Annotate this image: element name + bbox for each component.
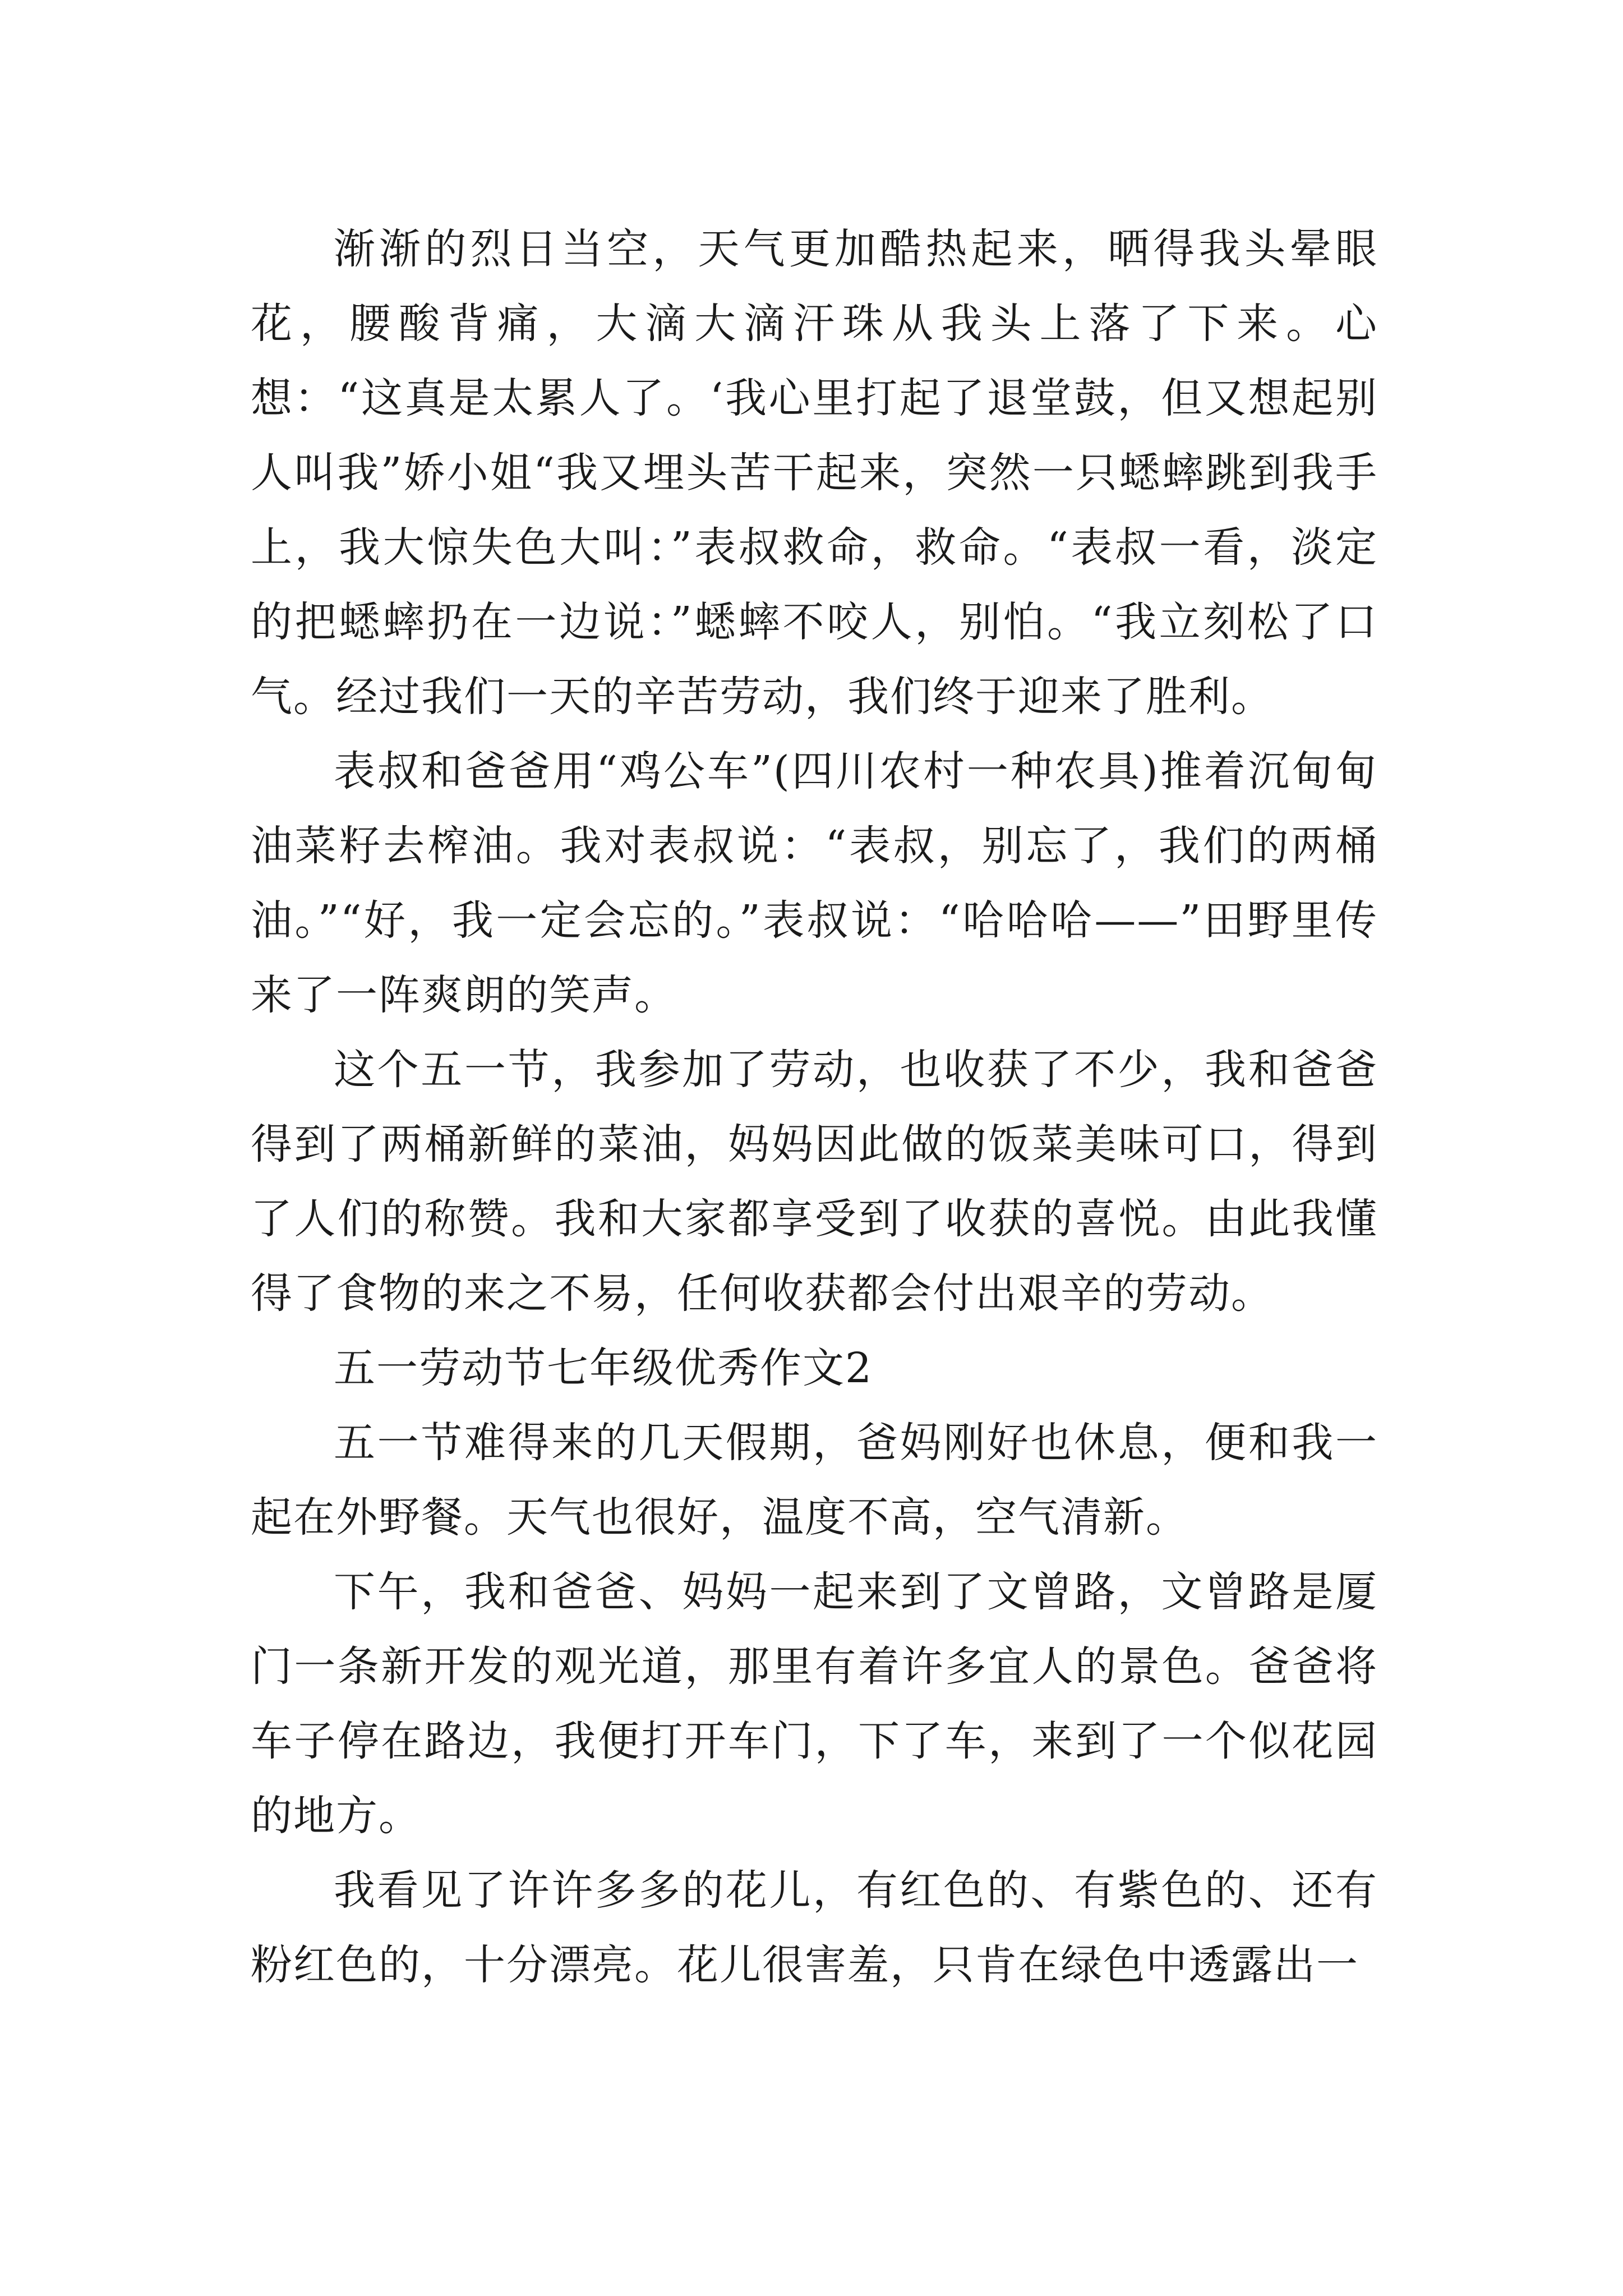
paragraph-holiday-picnic: 五一节难得来的几天假期，爸妈刚好也休息，便和我一起在外野餐。天气也很好，温度不高，空气清新。 [251, 1419, 1378, 1542]
paragraph-reflection: 这个五一节，我参加了劳动，也收获了不少，我和爸爸得到了两桶新鲜的菜油，妈妈因此做的饭菜美味可口，得到了人们的称赞。我和大家都享受到了收获的喜悦。由此我懂得了食物的来之不易，任何收获都会付出艰辛的劳动。 [251, 1046, 1378, 1318]
essay-title-2: 五一劳动节七年级优秀作文2 [334, 1344, 873, 1392]
paragraph-flowers: 我看见了许许多多的花儿，有红色的、有紫色的、还有粉红色的，十分漂亮。花儿很害羞，只肯在绿色中透露出一 [251, 1866, 1378, 1989]
essay-body [251, 212, 1378, 2003]
paragraph-oil-pressing: 表叔和爸爸用“鸡公车”(四川农村一种农具)推着沉甸甸油菜籽去榨油。我对表叔说：“表叔，别忘了，我们的两桶油。”“好，我一定会忘的。”表叔说：“哈哈哈——”田野里传来了一阵爽朗的笑声。 [251, 747, 1378, 1019]
paragraph-heat-and-cricket: 渐渐的烈日当空，天气更加酷热起来，晒得我头晕眼花，腰酸背痛，大滴大滴汗珠从我头上落了下来。心想：“这真是太累人了。‘我心里打起了退堂鼓，但又想起别人叫我”娇小姐“我又埋头苦干起来，突然一只蟋蟀跳到我手上，我大惊失色大叫：”表叔救命，救命。“表叔一看，淡定的把蟋蟀扔在一边说：”蟋蟀不咬人，别怕。“我立刻松了口气。经过我们一天的辛苦劳动，我们终于迎来了胜利。 [251, 225, 1378, 721]
paragraph-wenzeng-road: 下午，我和爸爸、妈妈一起来到了文曾路，文曾路是厦门一条新开发的观光道，那里有着许多宜人的景色。爸爸将车子停在路边，我便打开车门，下了车，来到了一个似花园的地方。 [251, 1568, 1378, 1840]
